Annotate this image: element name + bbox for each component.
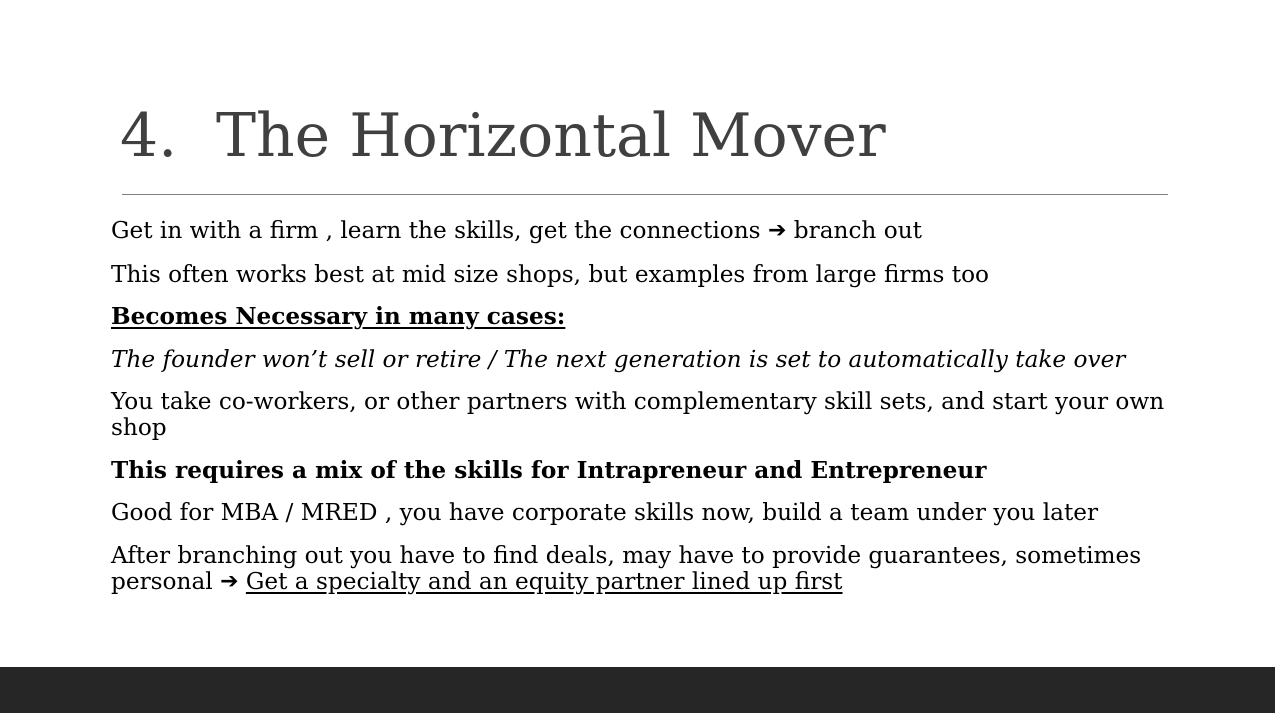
bullet-line-6: This requires a mix of the skills for Intrapreneur and Entrepreneur — [111, 456, 987, 484]
bullet-line-1-text: Get in with a firm , learn the skills, get the connections — [111, 217, 761, 244]
bullet-line-7: Good for MBA / MRED , you have corporate skills now, build a team under you later — [111, 499, 1099, 526]
slide-title — [120, 98, 886, 174]
right-arrow-icon: ➔ — [220, 568, 239, 594]
right-arrow-icon: ➔ — [767, 218, 787, 243]
bullet-line-2: This often works best at mid size shops, but examples from large firms too — [111, 260, 989, 288]
bullet-line-8-text: After branching out you have to find deals, may have to provide guarantees, sometimes personal — [111, 541, 1142, 595]
slide-title-number: 4. — [120, 101, 178, 171]
footer-bar — [0, 667, 1275, 713]
slide-title-text: The Horizontal Mover — [216, 101, 886, 171]
bullet-line-4: The founder won’t sell or retire / The next generation is set to automatically take over — [111, 345, 1126, 373]
bullet-line-8-link: Get a specialty and an equity partner lined up first — [245, 567, 843, 595]
title-divider — [122, 194, 1168, 195]
slide-body — [111, 218, 1171, 612]
bullet-line-3-heading: Becomes Necessary in many cases: — [111, 303, 566, 330]
bullet-line-1 — [111, 218, 1171, 245]
bullet-line-8 — [111, 543, 1171, 596]
bullet-line-1-tail: branch out — [793, 217, 922, 244]
bullet-line-5: You take co-workers, or other partners with complementary skill sets, and start your own shop — [111, 388, 1165, 441]
